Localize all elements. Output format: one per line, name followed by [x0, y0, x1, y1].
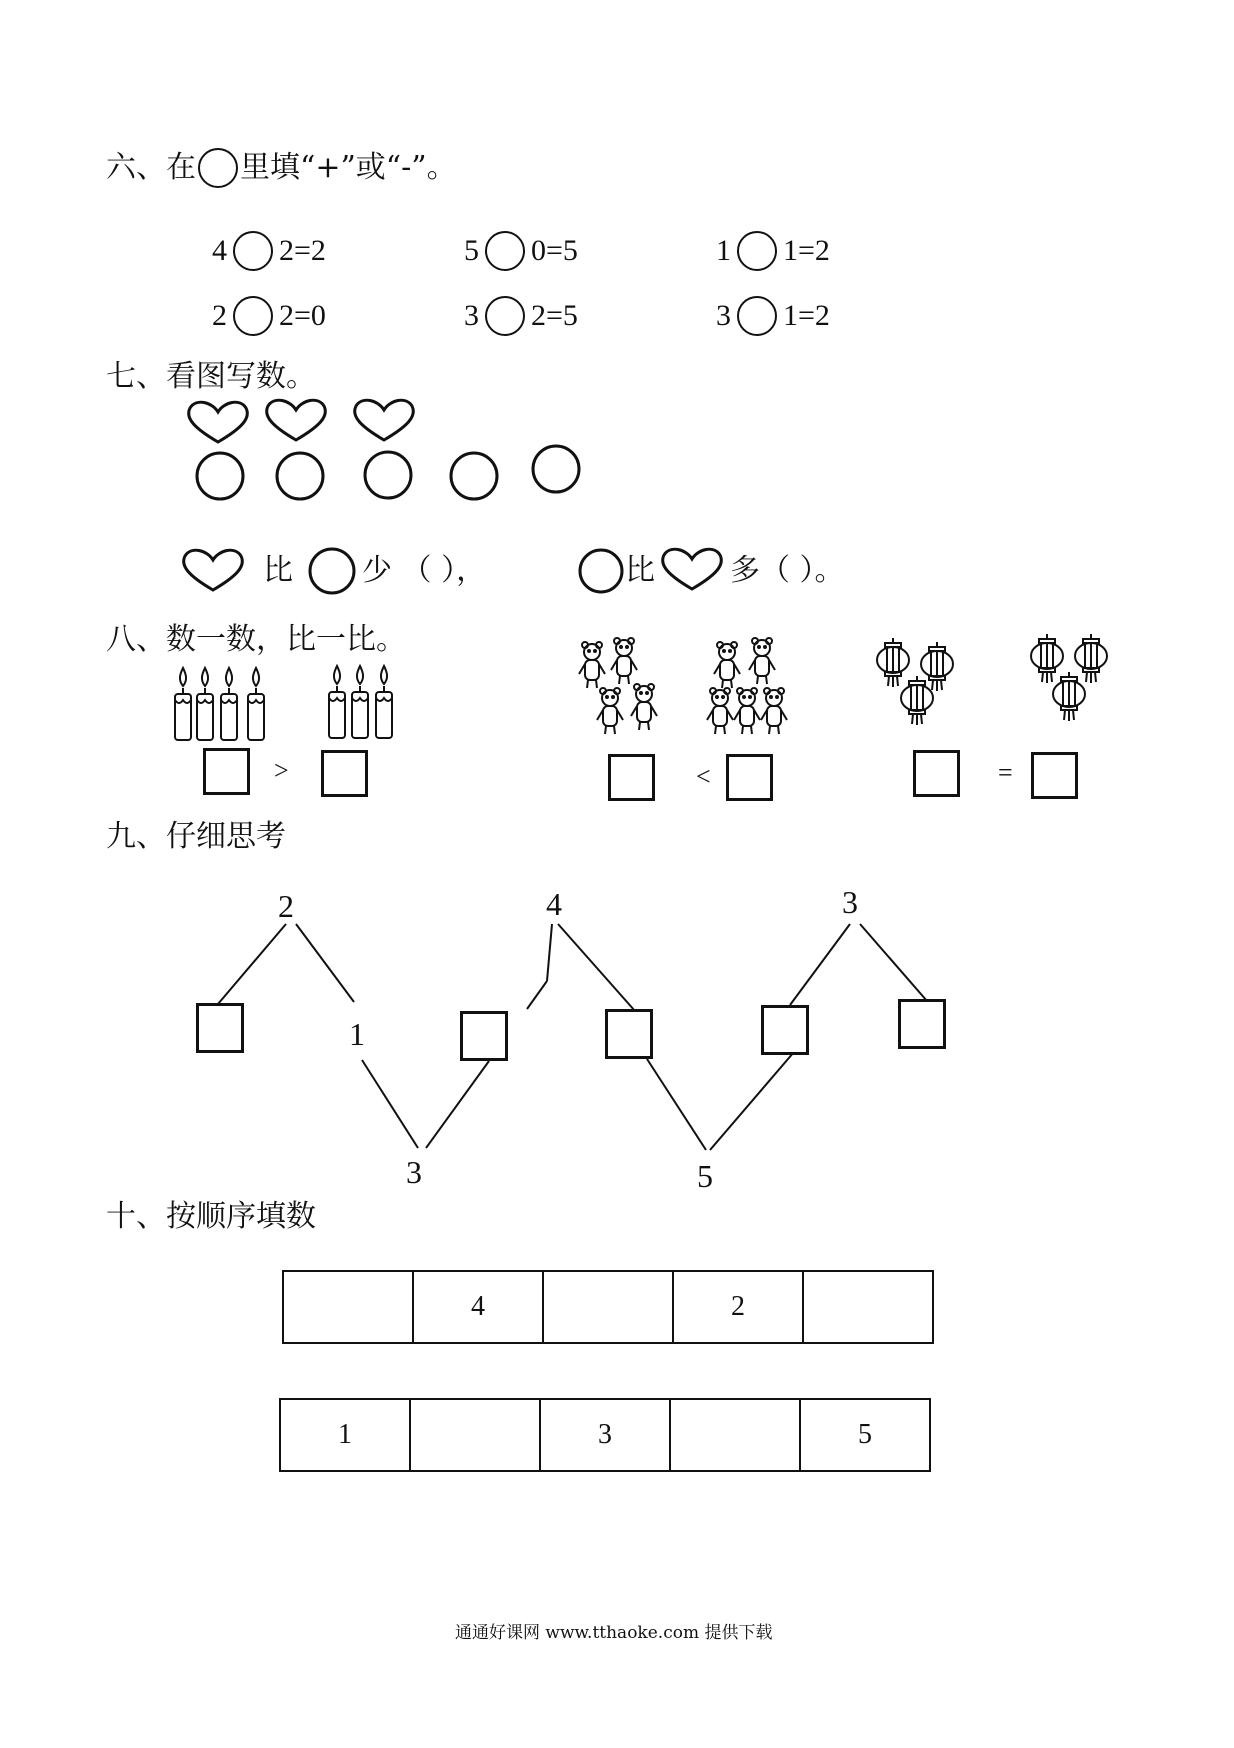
equation-3: 1 1=2: [716, 231, 830, 271]
comparison-symbol: =: [998, 758, 1013, 787]
sentence-part2: 少 （ ），: [362, 553, 487, 588]
sequence-cell[interactable]: [670, 1399, 800, 1471]
sequence-cell: 2: [673, 1271, 803, 1343]
sentence-part1: 比: [263, 553, 293, 588]
sentence-part3: 比: [625, 553, 655, 588]
section10-title: 十、按顺序填数: [106, 1199, 316, 1234]
answer-box[interactable]: [898, 999, 946, 1049]
number-label: 5: [697, 1158, 713, 1194]
number-label: 1: [349, 1016, 365, 1052]
sequence-cell: 3: [540, 1399, 670, 1471]
section6-title: 六、在 里填“+”或“-”。: [106, 148, 457, 188]
answer-box[interactable]: [605, 1009, 653, 1059]
section8-title: 八、数一数，比一比。: [106, 622, 406, 657]
sequence-cell[interactable]: [283, 1271, 413, 1343]
section9-title: 九、仔细思考: [106, 819, 286, 854]
number-label: 2: [278, 888, 294, 924]
sequence-cell[interactable]: [803, 1271, 933, 1343]
answer-box[interactable]: [460, 1011, 508, 1061]
section7-title: 七、看图写数。: [106, 359, 316, 394]
equation-5: 3 2=5: [464, 296, 578, 336]
sequence-cell[interactable]: [543, 1271, 673, 1343]
sequence-cell: 5: [800, 1399, 930, 1471]
number-label: 3: [842, 884, 858, 920]
comparison-symbol: <: [696, 762, 711, 791]
footer-credit: 通通好课网 www.tthaoke.com 提供下载: [455, 1623, 773, 1643]
sequence-table-2: [279, 1398, 931, 1472]
number-label: 3: [406, 1154, 422, 1190]
answer-box[interactable]: [761, 1005, 809, 1055]
sequence-table-1: [282, 1270, 934, 1344]
sequence-cell: 4: [413, 1271, 543, 1343]
sequence-cell[interactable]: [410, 1399, 540, 1471]
equation-4: 2 2=0: [212, 296, 326, 336]
equation-1: 4 2=2: [212, 231, 326, 271]
equation-6: 3 1=2: [716, 296, 830, 336]
equation-2: 5 0=5: [464, 231, 578, 271]
sequence-cell: 1: [280, 1399, 410, 1471]
sentence-part4: 多（ ）。: [730, 553, 845, 588]
comparison-symbol: >: [274, 756, 289, 785]
answer-box[interactable]: [196, 1003, 244, 1053]
number-label: 4: [546, 886, 562, 922]
